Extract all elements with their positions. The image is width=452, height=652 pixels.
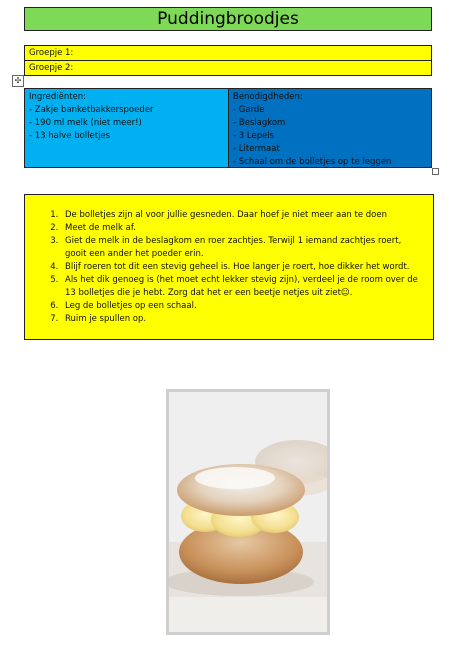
groups-table [24,45,432,76]
group-row-2[interactable]: Groepje 2: [25,60,431,75]
step-item: 2. Meet de melk af. [61,222,423,235]
move-icon[interactable]: ✣ [12,75,24,87]
pudding-bun-photo [166,389,330,635]
tool-item: - Beslagkom [233,118,286,128]
tools-heading: Benodigdheden: [233,92,303,102]
tool-item: - Litermaat [233,144,280,154]
group-row-1[interactable]: Groepje 1: [29,48,74,58]
resize-handle-icon[interactable] [432,168,439,175]
tool-item: - 3 Lepels [233,131,275,141]
ingredient-item: - 190 ml melk (niet meer!) [29,118,142,128]
step-item: 1. De bolletjes zijn al voor jullie gesneden. Daar hoef je niet meer aan te doen [61,209,423,222]
tool-item: - Garde [233,105,265,115]
step-item: 4. Blijf roeren tot dit een stevig geheel is. Hoe langer je roert, hoe dikker het wordt. [61,261,423,274]
steps-box [24,194,434,340]
step-item: 6. Leg de bolletjes op een schaal. [61,300,423,313]
page-title: Puddingbroodjes [24,7,432,31]
ingredients-cell[interactable] [25,89,229,167]
ingredients-tools-table [24,88,432,168]
step-item: 7. Ruim je spullen op. [61,313,423,326]
step-item: 5. Als het dik genoeg is (het moet echt lekker stevig zijn), verdeel je de room over de 13 bolletjes die je hebt. Zorg dat het er een beetje netjes uit ziet☺. [61,274,423,300]
ingredients-heading: Ingrediënten: [29,92,87,102]
ingredient-item: - 13 halve bolletjes [29,131,111,141]
tools-cell[interactable] [229,89,431,167]
ingredient-item: - Zakje banketbakkerspoeder [29,105,154,115]
step-item: 3. Giet de melk in de beslagkom en roer zachtjes. Terwijl 1 iemand zachtjes roert, gooit een ander het poeder erin. [61,235,423,261]
tool-item: - Schaal om de bolletjes op te leggen [233,157,392,167]
steps-list [25,209,423,326]
